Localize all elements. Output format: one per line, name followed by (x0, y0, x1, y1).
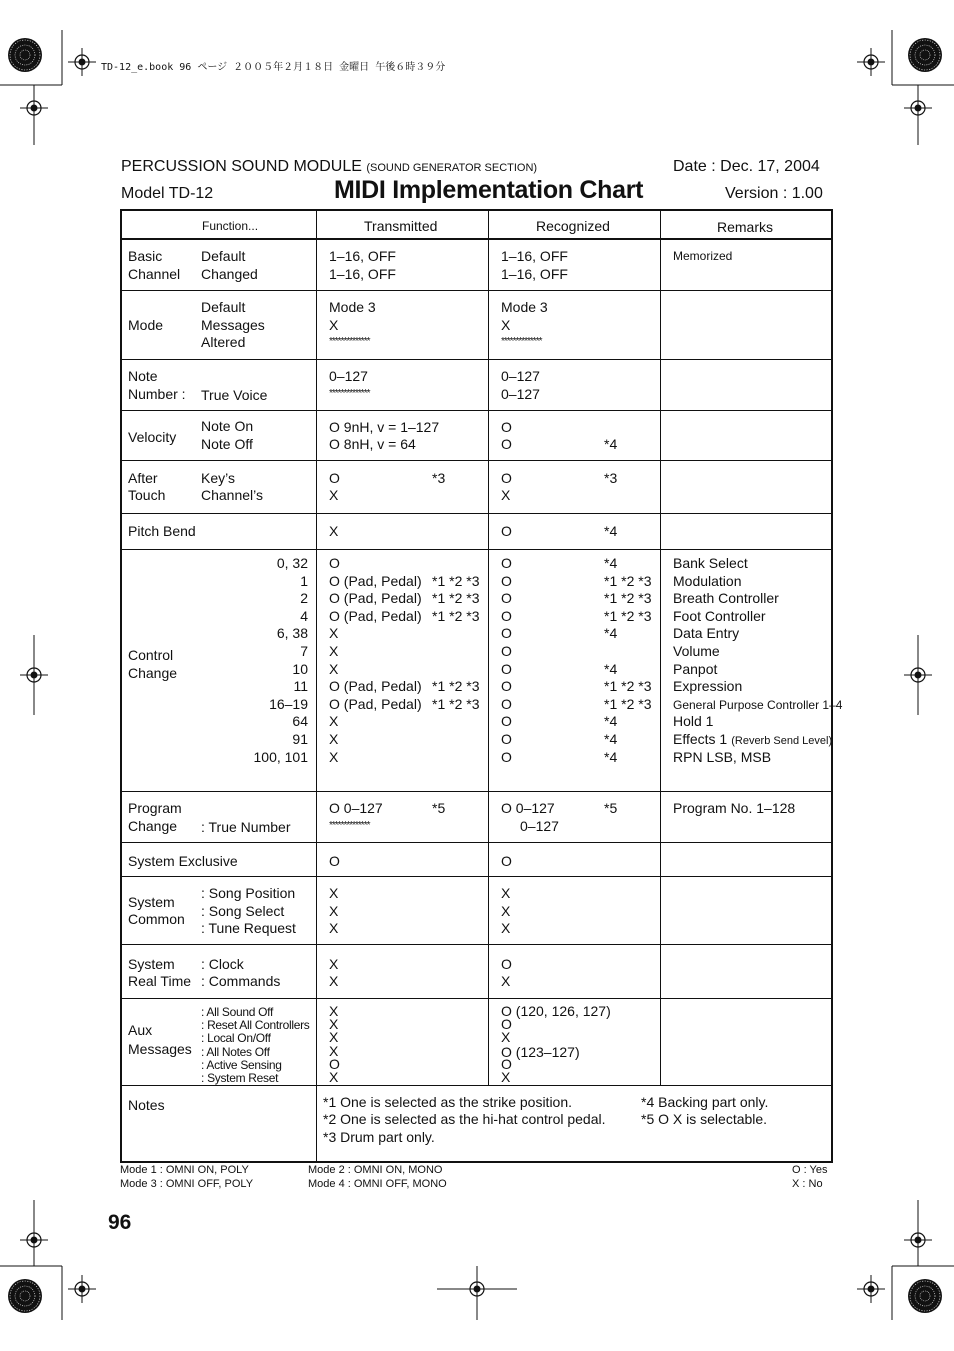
cc-recognized: O (501, 625, 512, 641)
note-2: *2 One is selected as the hi-hat control pedal. (323, 1111, 606, 1127)
col-function: Function... (202, 219, 259, 233)
cc-transmitted: O (Pad, Pedal) (329, 678, 422, 694)
cc-number: 10 (292, 661, 308, 677)
cc-remark-text: Panpot (673, 661, 718, 677)
cc-number: 1 (300, 573, 308, 589)
cc-transmitted-note: *1 *2 *3 (432, 573, 480, 589)
cc-recognized: O (501, 643, 512, 659)
cc-remark (673, 714, 717, 729)
cc-number: 4 (300, 608, 308, 624)
cc-remark (673, 609, 770, 624)
col-transmitted: Transmitted (364, 218, 438, 234)
cc-transmitted-note: *1 *2 *3 (432, 590, 480, 606)
cc-number: 100, 101 (253, 749, 308, 765)
note-1: *1 One is selected as the strike position. (323, 1094, 573, 1110)
cc-remark (673, 732, 832, 747)
cc-transmitted: X (329, 749, 339, 765)
cc-remark-text: Effects 1 (673, 731, 728, 747)
aux-message-name: : All Sound Off (201, 1005, 273, 1019)
cc-recognized-note: *4 (604, 625, 618, 641)
note-3: *3 Drum part only. (323, 1129, 435, 1145)
aux-message-name: : Local On/Off (201, 1031, 271, 1045)
cc-transmitted: X (329, 625, 339, 641)
registration-burst-icon (8, 38, 42, 72)
cc-number: 2 (300, 590, 308, 606)
cc-recognized-note: *1 *2 *3 (604, 678, 652, 694)
cc-recognized: O (501, 749, 512, 765)
note-5: *5 O X is selectable. (641, 1111, 768, 1127)
cc-number: 7 (300, 643, 308, 659)
cc-remark-text: Foot Controller (673, 608, 766, 624)
cc-transmitted: O (Pad, Pedal) (329, 696, 422, 712)
cc-transmitted: X (329, 731, 339, 747)
section-name: (SOUND GENERATOR SECTION) (366, 162, 538, 174)
page-number: 96 (108, 1211, 132, 1234)
chart-date: Date : Dec. 17, 2004 (673, 158, 820, 175)
col-remarks: Remarks (717, 219, 774, 235)
cc-recognized-note: *4 (604, 713, 618, 729)
aux-recognized: O (123–127) (501, 1044, 580, 1060)
cc-remark (673, 574, 746, 589)
cc-remark (673, 750, 775, 765)
cc-transmitted-note: *1 *2 *3 (432, 678, 480, 694)
cc-transmitted: O (Pad, Pedal) (329, 590, 422, 606)
aux-recognized: O (501, 1056, 512, 1072)
aux-transmitted: X (329, 1016, 339, 1032)
cc-remark (673, 591, 783, 606)
cc-remark-text: Breath Controller (673, 590, 779, 606)
model-name: Model TD-12 (121, 185, 214, 202)
cc-remark (673, 662, 721, 677)
cc-transmitted: X (329, 713, 339, 729)
cc-recognized-note: *4 (604, 555, 618, 571)
registration-burst-icon (908, 38, 942, 72)
note-4: *4 Backing part only. (641, 1094, 769, 1110)
cc-remark (673, 644, 724, 659)
aux-recognized: X (501, 1029, 511, 1045)
cc-transmitted-note: *1 *2 *3 (432, 608, 480, 624)
aux-transmitted: X (329, 1069, 339, 1085)
col-recognized: Recognized (536, 218, 610, 234)
cc-remark-small: General Purpose Controller 1–4 (673, 698, 843, 712)
aux-transmitted: X (329, 1029, 339, 1045)
cc-remark-text: Volume (673, 643, 720, 659)
cc-remark-text: RPN LSB, MSB (673, 749, 772, 765)
registration-burst-icon (908, 1279, 942, 1313)
cc-recognized: O (501, 661, 512, 677)
page-title: MIDI Implementation Chart (334, 176, 644, 204)
product-line (121, 159, 537, 175)
cc-recognized: O (501, 678, 512, 694)
cc-remark-small: (Reverb Send Level) (731, 735, 833, 747)
aux-transmitted: O (329, 1056, 340, 1072)
cc-recognized: O (501, 573, 512, 589)
cc-transmitted: O (Pad, Pedal) (329, 573, 422, 589)
print-info: TD-12_e.book 96 ページ ２００５年２月１８日 金曜日 午後６時３９分 (101, 62, 446, 73)
cc-recognized: O (501, 696, 512, 712)
cc-recognized: O (501, 590, 512, 606)
cc-remark (673, 626, 743, 641)
aux-message-name: : All Notes Off (201, 1045, 270, 1059)
cc-transmitted: O (Pad, Pedal) (329, 608, 422, 624)
aux-message-name: : System Reset (201, 1071, 279, 1085)
cc-recognized-note: *1 *2 *3 (604, 573, 652, 589)
registration-burst-icon (8, 1279, 42, 1313)
cc-recognized-note: *4 (604, 749, 618, 765)
aux-message-name: : Reset All Controllers (201, 1018, 310, 1032)
cc-recognized-note: *1 *2 *3 (604, 590, 652, 606)
cc-number: 16–19 (269, 696, 308, 712)
aux-recognized: O (120, 126, 127) (501, 1003, 611, 1019)
chart-version: Version : 1.00 (725, 185, 823, 202)
cc-remark-text: Data Entry (673, 625, 740, 641)
aux-recognized: O (501, 1016, 512, 1032)
aux-transmitted: X (329, 1043, 339, 1059)
cc-remark-text: Hold 1 (673, 713, 714, 729)
cc-remark (673, 679, 746, 694)
cc-transmitted: X (329, 661, 339, 677)
cc-number: 91 (292, 731, 308, 747)
cc-number: 6, 38 (276, 625, 308, 641)
cc-remark (673, 697, 842, 711)
aux-transmitted: X (329, 1003, 339, 1019)
cc-recognized: O (501, 731, 512, 747)
cc-recognized: O (501, 555, 512, 571)
cc-number: 64 (292, 713, 308, 729)
aux-recognized: X (501, 1069, 511, 1085)
cc-number: 11 (293, 678, 308, 694)
cc-recognized: O (501, 608, 512, 624)
cc-recognized-note: *4 (604, 731, 618, 747)
cc-remark-text: Bank Select (673, 555, 748, 571)
cc-remark (673, 556, 752, 571)
cc-transmitted: X (329, 643, 339, 659)
cc-number: 0, 32 (276, 555, 308, 571)
product-name: PERCUSSION SOUND MODULE (121, 158, 362, 175)
cc-remark-text: Modulation (673, 573, 742, 589)
cc-recognized-note: *4 (604, 661, 618, 677)
aux-message-name: : Active Sensing (201, 1058, 282, 1072)
cc-transmitted: O (329, 555, 340, 571)
cc-recognized: O (501, 713, 512, 729)
cc-recognized-note: *1 *2 *3 (604, 696, 652, 712)
cc-transmitted-note: *1 *2 *3 (432, 696, 480, 712)
cc-recognized-note: *1 *2 *3 (604, 608, 652, 624)
cc-remark-text: Expression (673, 678, 743, 694)
